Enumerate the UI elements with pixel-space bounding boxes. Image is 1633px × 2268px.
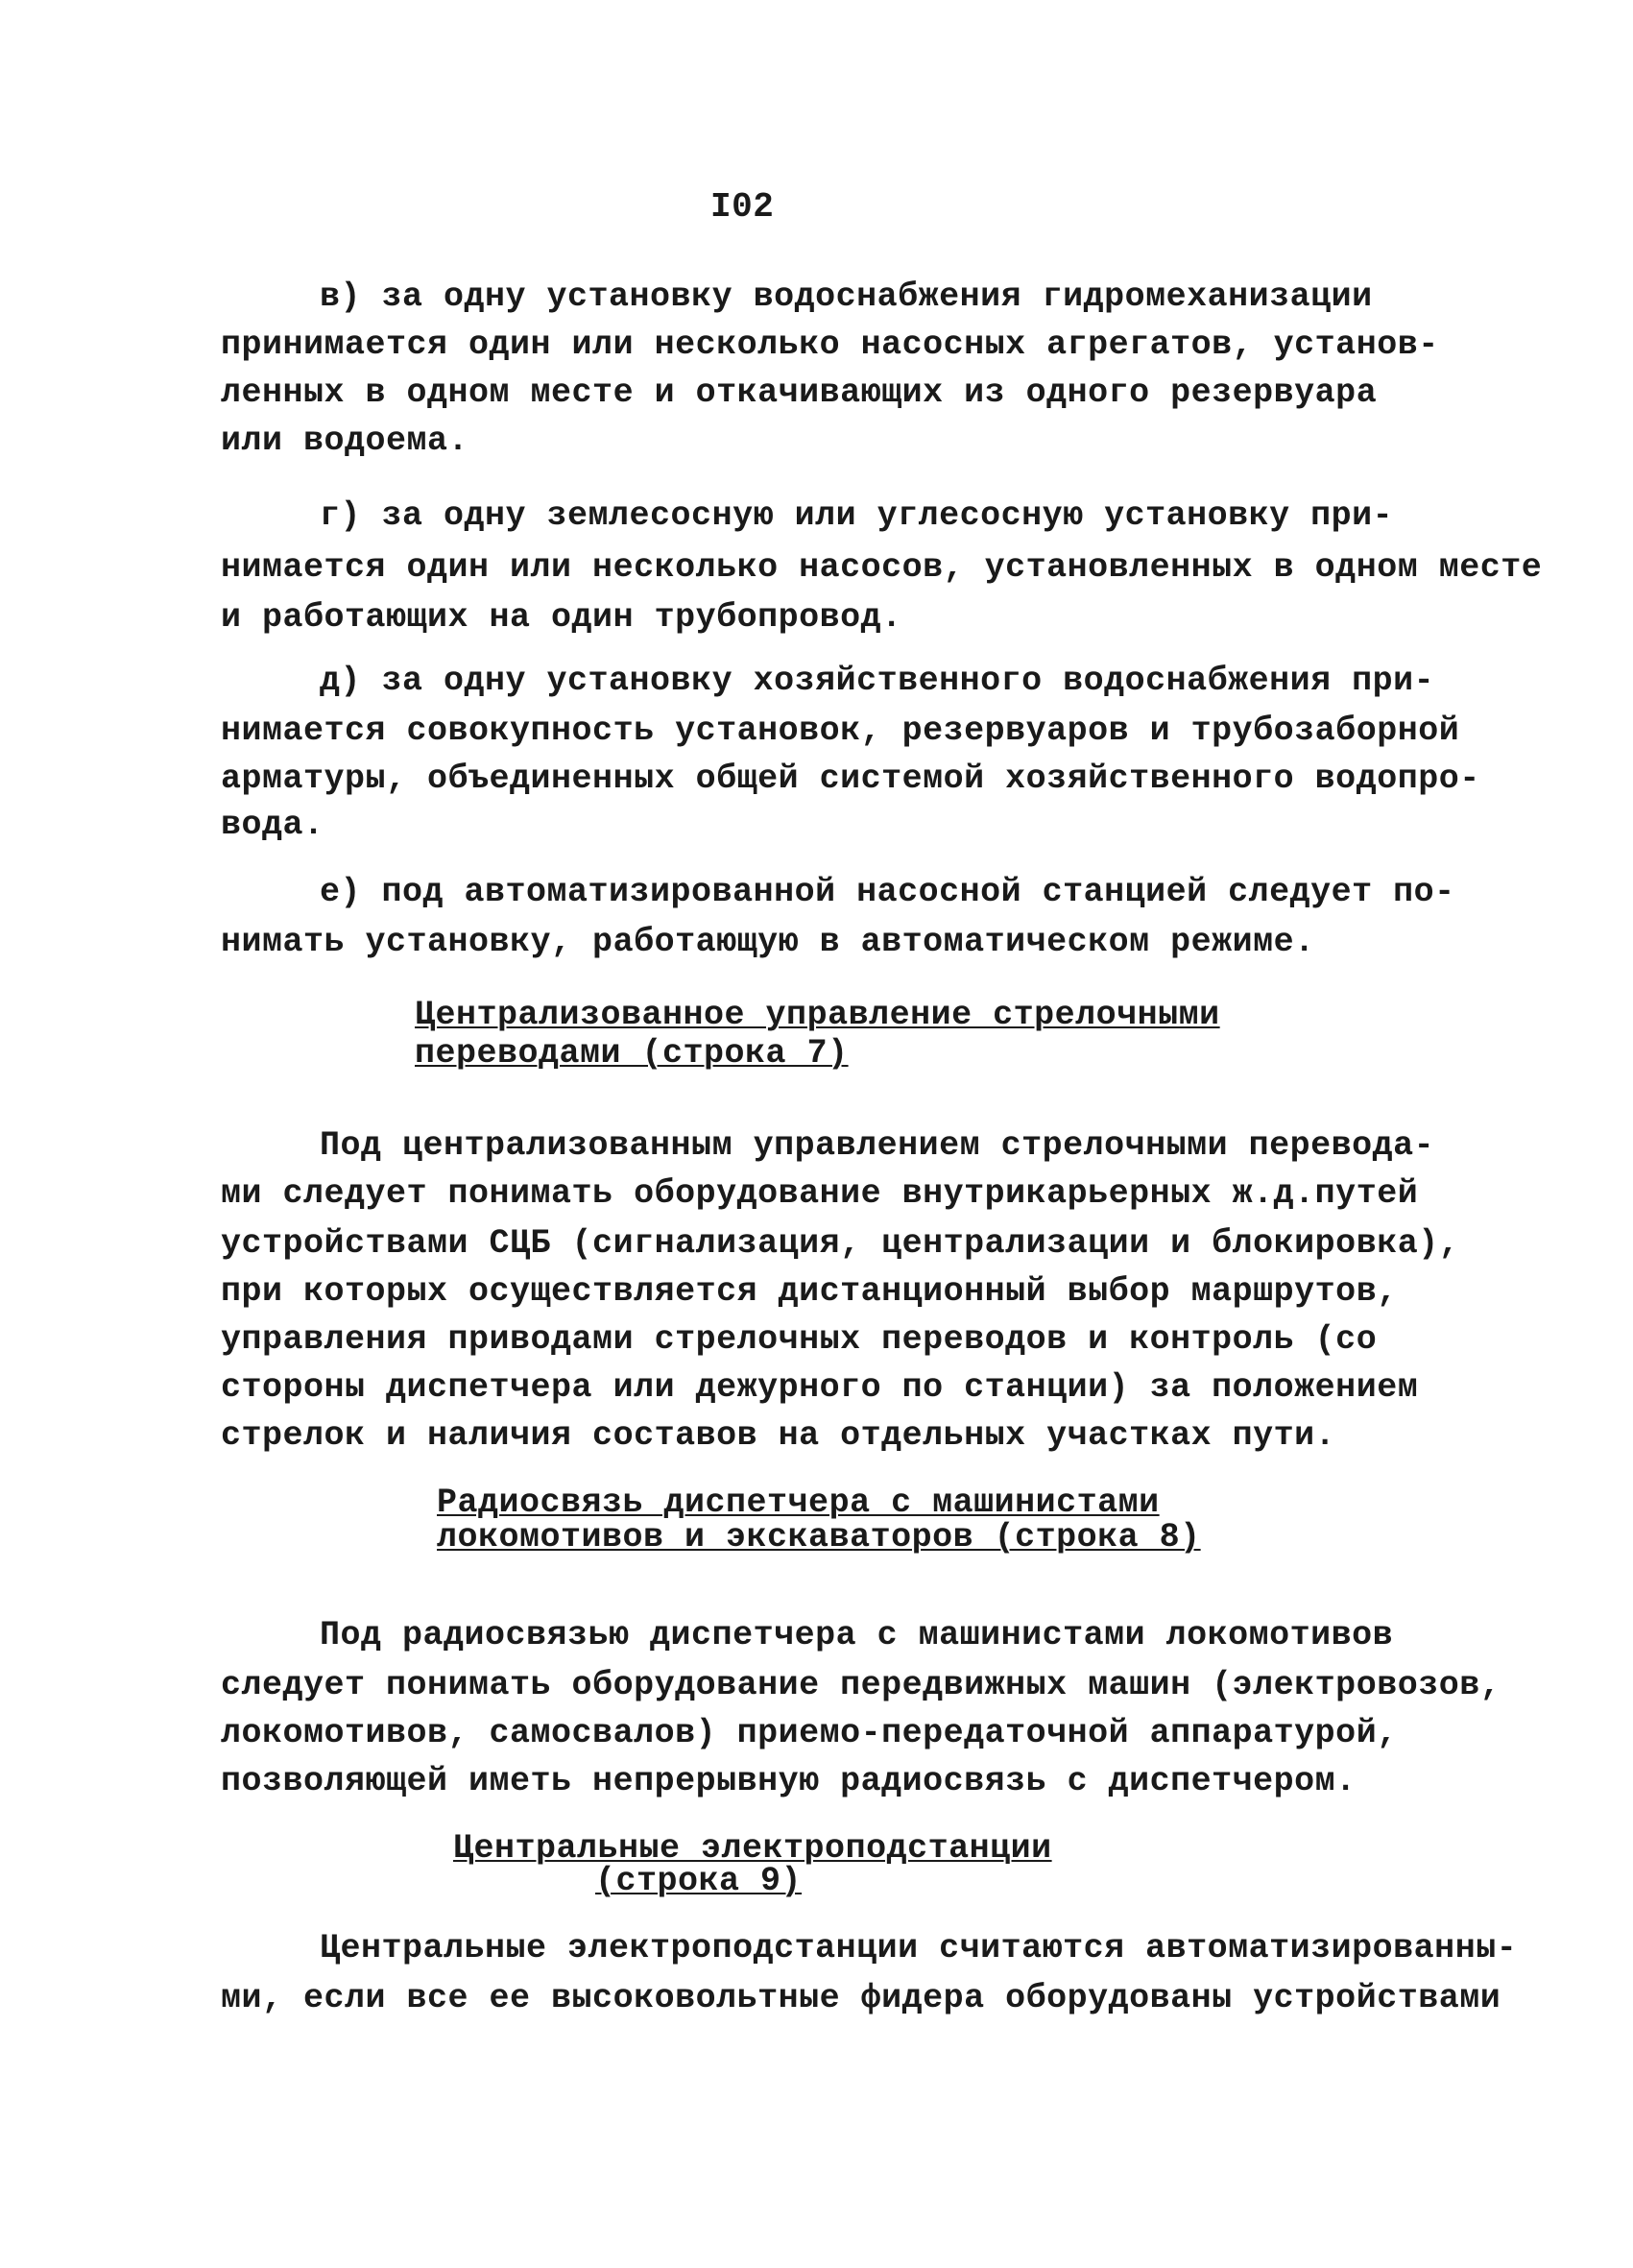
paragraph-v-line: ленных в одном месте и откачивающих из одного резервуара (221, 374, 1378, 412)
section-heading: локомотивов и экскаваторов (строка 8) (437, 1518, 1201, 1556)
paragraph-d-line: нимается совокупность установок, резервуаров и трубозаборной (221, 712, 1460, 750)
page-number: I02 (710, 187, 775, 227)
section-heading: переводами (строка 7) (415, 1034, 849, 1073)
section-heading: Централизованное управление стрелочными (415, 996, 1220, 1034)
section-body-line: Центральные электроподстанции считаются автоматизированны- (320, 1929, 1518, 1967)
section-body-line: ми, если все ее высоковольтные фидера оборудованы устройствами (221, 1979, 1501, 2017)
paragraph-v-line: или водоема. (221, 422, 469, 460)
section-body-line: стороны диспетчера или дежурного по станции) за положением (221, 1368, 1419, 1407)
section-body-line: при которых осуществляется дистанционный выбор маршрутов, (221, 1272, 1398, 1311)
paragraph-e-line: е) под автоматизированной насосной станцией следует по- (320, 873, 1455, 911)
section-body-line: управления приводами стрелочных переводов и контроль (со (221, 1320, 1378, 1359)
section-heading: Центральные электроподстанции (453, 1829, 1052, 1868)
paragraph-e-line: нимать установку, работающую в автоматическом режиме. (221, 923, 1315, 961)
paragraph-v-line: принимается один или несколько насосных агрегатов, установ- (221, 326, 1439, 364)
section-body-line: Под радиосвязью диспетчера с машинистами локомотивов (320, 1616, 1394, 1654)
paragraph-d-line: арматуры, объединенных общей системой хозяйственного водопро- (221, 760, 1480, 798)
paragraph-g-line: г) за одну землесосную или углесосную установку при- (320, 496, 1394, 535)
paragraph-d-line: вода. (221, 806, 324, 844)
section-body-line: стрелок и наличия составов на отдельных участках пути. (221, 1416, 1336, 1455)
section-body-line: ми следует понимать оборудование внутрикарьерных ж.д.путей (221, 1174, 1419, 1213)
section-heading: Радиосвязь диспетчера с машинистами (437, 1484, 1160, 1522)
section-body-line: Под централизованным управлением стрелочными перевода- (320, 1126, 1435, 1165)
section-body-line: локомотивов, самосвалов) приемо-передаточной аппаратурой, (221, 1714, 1398, 1752)
paragraph-g-line: и работающих на один трубопровод. (221, 598, 902, 637)
section-body-line: позволяющей иметь непрерывную радиосвязь с диспетчером. (221, 1762, 1357, 1800)
paragraph-v-line: в) за одну установку водоснабжения гидромеханизации (320, 277, 1373, 316)
paragraph-g-line: нимается один или несколько насосов, установленных в одном месте (221, 548, 1543, 587)
section-body-line: следует понимать оборудование передвижных машин (электровозов, (221, 1666, 1501, 1704)
section-body-line: устройствами СЦБ (сигнализация, централизации и блокировка), (221, 1224, 1460, 1263)
paragraph-d-line: д) за одну установку хозяйственного водоснабжения при- (320, 662, 1435, 700)
section-heading: (строка 9) (595, 1862, 803, 1900)
